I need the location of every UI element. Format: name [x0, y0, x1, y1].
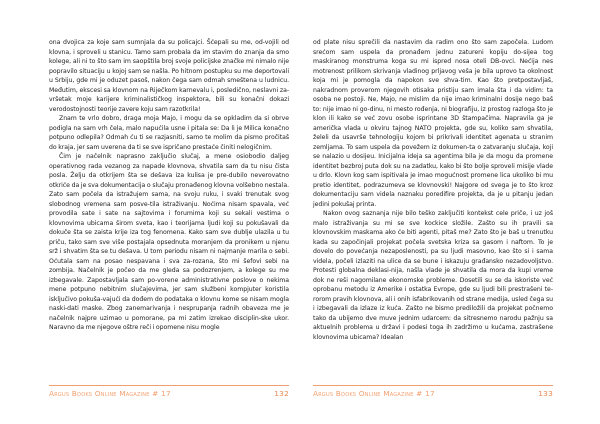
magazine-title: Argus Books Online Magazine # 17	[49, 389, 171, 398]
page-number: 132	[274, 389, 289, 398]
right-page-text-column	[313, 38, 553, 342]
paragraph: Znam te vrlo dobro, draga moja Majo, i mogu da se opkladim da si obrve podigla na sam vrh čela, malo napućila usne i pitala se: Da li je Milica konačno potpuno odlepila? Odmah ću ti se razjasniti, samo te molim da pismo pročitaš do kraja, jer sam uverena da ti se sve ispričano prestaće činiti nelogičnim.	[49, 115, 289, 151]
paragraph: ona dvojica za koje sam sumnjala da su policajci. Šćepali su me, od-vojili od klovna, i sproveli u stanicu. Tamo sam probala da im stavim do znanja da smo kolege, ali ni to što sam im saopštila broj svoje policijske značke mi nimalo nije popravilo situaciju u kojoj sam se našla. Po hitnom postupku su me deportovali u Srbiju, gde mi je oduzet pasoš, nakon čega sam odmah smeštena u ludnicu. Međutim, ekscesi sa klovnom na Riječkom karnevalu i, posledično, neslavni za-vršetak moje karijere kriminalističkog inspektora, bili su konačni dokazi verodostojnosti teorije zavere koju sam razotkrila!	[49, 39, 289, 113]
paragraph: Čim je načelnik naprasno zaključio slučaj, a mene osiobodio daljeg operativnog rada vezanog za napade klovnova, shvatila sam da tu nisu čista posla. Želju da otkrijem šta se dešava iza kulisa je pre-dubilo neverovatno otkriće da je sva dokumentacija o slučaju pronađenog klovna volšebno nestala. Zato sam počela da istražujem sama, na svoju ruku, i svaki trenutak svog slobodnog vremena sam posve-tila istraživanju. Noćima nisam spavala, već provodila sate i sate na sajtovima i forumima koji su sekali vestima o klovnovima ubicama širom sveta, kao i teorijama ljudi koji su pokušavali da dokuče šta se zaista krije iza tog fenomena. Kako sam sve dublje ulazila u tu priču, tako sam sve više postajala opsednuta moranjem da pronikem u njenu srž i shvatim šta se tu dešava. U tom periodu nisam ni najmanje marila o sebi. Oćutala sam na posao nespavana i sva za-rozana, što mi šefovi sebi na zombija. Načelnik je počeo da me gleda sa podozrenjem, a kolege su me izbegavale. Zapostavljala sam po-vorene administrativne poslove o nekima mene potpuno nebitnim slučajevima, jer sam službeni kompjuter koristila isključivo pokuša-vajući da dođem do podataka o klovnu kome se nisam mogla naski-dati maske. Zbog zanemarivanja i nesprupanja radnih obaveza me je načelnik najpre uzimao u pomorane, pa mi zatim izrekao disciplin-ske ukor. Naravno da me njegove oštre reči i opomene nisu mogle	[49, 153, 289, 331]
left-page-footer	[49, 385, 289, 398]
magazine-title: Argus Books Online Magazine # 17	[313, 389, 435, 398]
left-page-text-column	[49, 38, 289, 333]
paragraph: od plate nisu sprečili da nastavim da radim ono što sam započela. Ludom srećom sam uspela da pronađem jednu zatureni kopiju do-sijea tog maskiranog monstruma koga su mi ispred nosa oteli DB-ovci. Nećija nes motrenost prilikom skrivanja vladinog prljavog veša je bila uprovo ta okolnost koja mi je pomogla da napokon sve shva-tim. Kao što pretpostavljaš, nakradnom proverom njegovih otisaka pristiju sam imala šta i da vidim: ta osoba ne postoji. Ne, Majo, ne mislim da nije imao kriminalni dosije nego baš to: nije imao ni go-dinu, ni mesto rođenja, ni biografiju, iz prostog razloga što je klon ili kako se već zovu osobe isprintane 3D štampačima. Napravila ga je američka vlada u okviru tajnog NATO projekta, gde su, koliko sam shvatila, želeli da usavrše tehnologiju kojom bi prikrivali identitet agenata u stranim zemljama. To sam uspela da povežem iz dokumen-ta o zatvaranju slučaja, koji se nalazio u dosijeu. Inicijalna ideja sa agentima bila je da mogu da promene identitet bezbroj puta dok su na zadatku, kako bi što bolje sproveli misije vlade u drlo. Klovn kog sam ispitivala je imao mogućnost promene lica ukoliko bi mu pretio identitet, podrazumeva se klovnovski! Najgore od svega je to što kroz dokumentaciju sam videla naznaku poredifire projekta, da je u pitanju jedan jedini pokušaj printa.	[313, 39, 553, 208]
paragraph: Nakon ovog saznanja nije bilo teško zaključiti kontekst cele priče, i uz još malo istraživanja su mi se sve kockice složile. Zašto su ih pravili sa klovnovskim maskama ako će biti agenti, pitaš me? Zato što je baš u trenutku kada su započinjali projekat počela svetska kriza sa gasom i naftom. To je dovelo do povećanja nezaposlenosti, pa su ljudi masovno, kao što si i sama videla, počeli izlaziti na ulice da se bune i iskazuju građansko nezadovoljstvo. Protesti globalna deklasi-nija, našla vlade je shvatila da mora da kupi vreme dok ne reši nagomilane ekonomske probleme. Dosetili su se da iskoriste već oprobanu metodu iz Amerike i ostatka Evrope, gde su ljudi bili prestrašeni te-rorom pravih klovnova, ali i onih isfabrikovanih od strane medija, usled čega su i izbegavali da izlaze iz kuća. Zašto ne bismo prediložili da projekat počnemo tako da ubijemo dve muve jednim udarcem: da sitresnemo narodu pažnju sa aktuelnih problema u državi i podesi toga ih zadržimo u kućama, zastrašene klovnovima ubicama? Idealan	[313, 210, 553, 341]
page-number: 133	[538, 389, 553, 398]
right-page	[300, 0, 600, 424]
right-page-footer	[313, 385, 553, 398]
